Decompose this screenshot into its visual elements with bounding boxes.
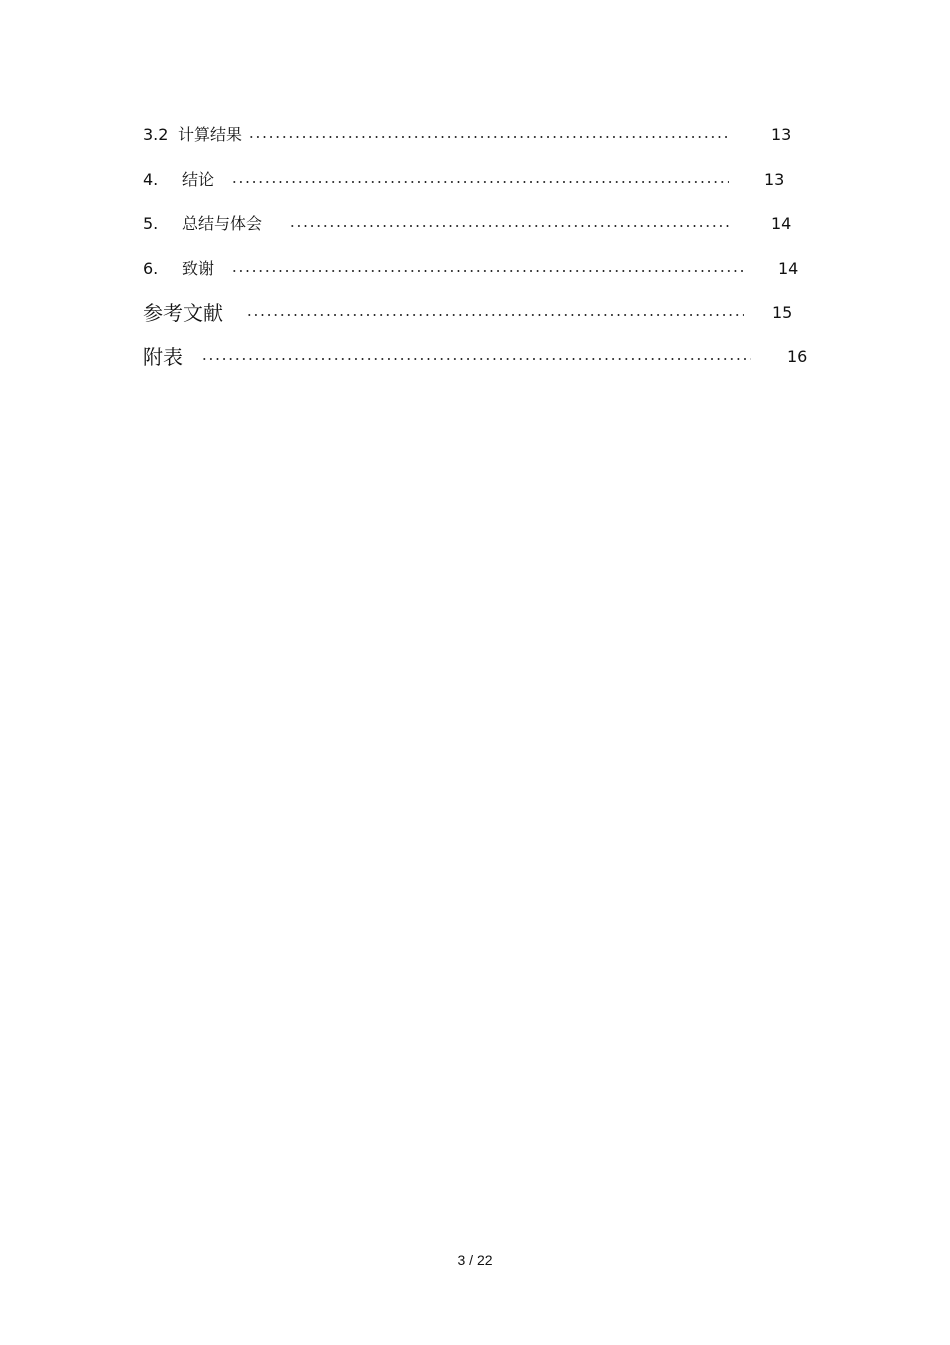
toc-entry-page: 13 <box>771 125 792 144</box>
toc-entry-4[interactable] <box>0 166 950 194</box>
toc-entry-title: 参考文献 <box>143 301 223 325</box>
leader-dots <box>248 121 730 149</box>
toc-entry-number: 3.2 <box>143 125 169 144</box>
page-number-footer: 3 / 22 <box>457 1252 493 1268</box>
toc-entry-number: 4. <box>143 170 159 189</box>
toc-entry-page: 15 <box>772 303 793 322</box>
toc-entry-5[interactable] <box>0 210 950 238</box>
toc-entry-page: 13 <box>764 170 785 189</box>
leader-dots <box>201 343 751 371</box>
toc-entry-3-2[interactable] <box>0 121 950 149</box>
leader-dots <box>289 210 733 238</box>
toc-entry-page: 16 <box>787 347 808 366</box>
toc-entry-number: 5. <box>143 214 159 233</box>
toc-entry-title: 结论 <box>182 170 215 189</box>
table-of-contents <box>0 0 950 400</box>
leader-dots <box>231 255 747 283</box>
toc-entry-references[interactable] <box>0 299 950 327</box>
toc-entry-6[interactable] <box>0 255 950 283</box>
toc-entry-appendix[interactable] <box>0 343 950 371</box>
toc-entry-page: 14 <box>771 214 792 233</box>
toc-entry-number: 6. <box>143 259 159 278</box>
toc-entry-title: 总结与体会 <box>182 214 263 233</box>
leader-dots <box>246 299 744 327</box>
toc-entry-page: 14 <box>778 259 799 278</box>
toc-entry-title: 计算结果 <box>178 125 243 144</box>
leader-dots <box>231 166 729 194</box>
toc-entry-title: 附表 <box>143 345 183 369</box>
toc-entry-title: 致谢 <box>182 259 215 278</box>
